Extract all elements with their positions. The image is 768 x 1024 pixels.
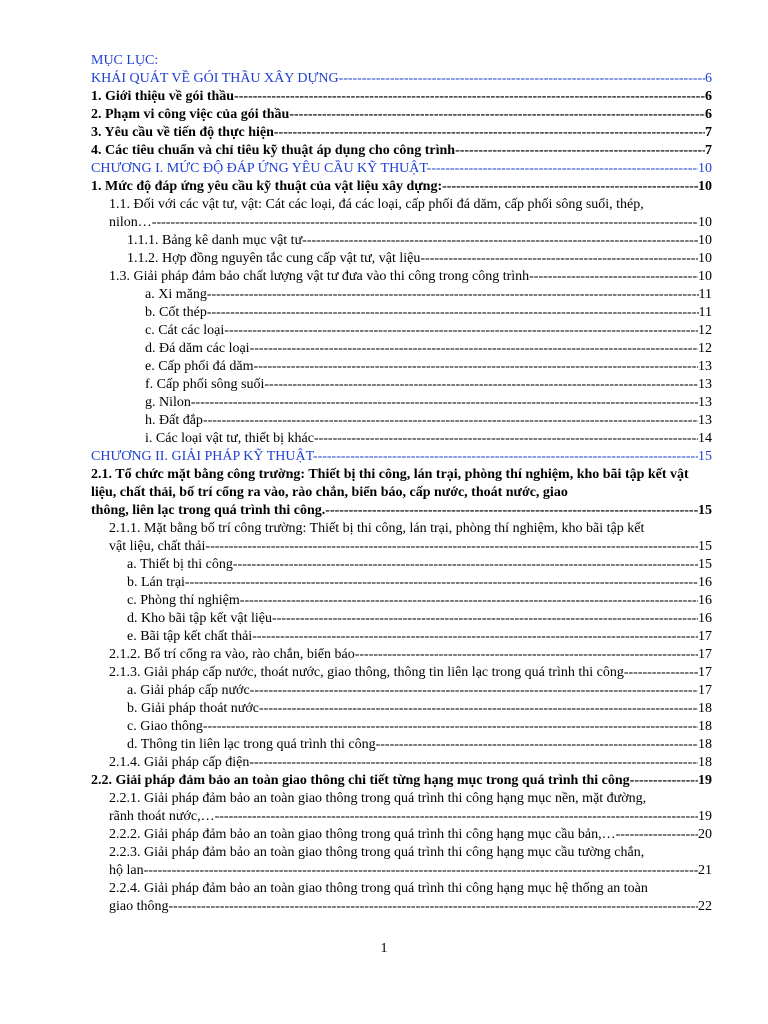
toc-entry[interactable] (91, 286, 712, 304)
toc-page-ref: 15 (698, 557, 712, 572)
toc-entry[interactable] (91, 70, 712, 88)
toc-entry[interactable] (91, 142, 712, 160)
toc-entry-text: b. Lán trại (127, 575, 185, 590)
toc-page-ref: 10 (698, 215, 712, 230)
table-of-contents (91, 52, 712, 916)
toc-entry-text: 1. Giới thiệu về gói thầu (91, 89, 235, 104)
toc-entry-text: 1.1.1. Bảng kê danh mục vật tư (127, 233, 303, 248)
toc-entry[interactable] (91, 88, 712, 106)
toc-entry-text: c. Giao thông (127, 719, 203, 734)
toc-entry-text: a. Giải pháp cấp nước (127, 683, 250, 698)
toc-entry[interactable] (91, 520, 712, 556)
toc-entry[interactable] (91, 304, 712, 322)
toc-page-ref: 7 (705, 125, 712, 140)
toc-title: MỤC LỤC: (91, 53, 159, 68)
toc-entry[interactable] (91, 448, 712, 466)
toc-page-ref: 18 (698, 701, 712, 716)
toc-entry[interactable] (91, 340, 712, 358)
toc-page-ref: 13 (698, 395, 712, 410)
toc-entry[interactable] (91, 358, 712, 376)
toc-entry-text: 2.2.2. Giải pháp đảm bảo an toàn giao thông trong quá trình thi công hạng mục cầu bản,… (109, 827, 616, 842)
toc-page-ref: 13 (698, 413, 712, 428)
toc-entry-text: CHƯƠNG II. GIẢI PHÁP KỸ THUẬT (91, 449, 313, 464)
toc-entry-text: d. Kho bãi tập kết vật liệu (127, 611, 273, 626)
toc-page-ref: 10 (698, 161, 712, 176)
toc-entry-text: 2.2.4. Giải pháp đảm bảo an toàn giao thông trong quá trình thi công hạng mục hệ thống an toàn (109, 881, 648, 896)
toc-entry-text: 3. Yêu cầu về tiến độ thực hiện (91, 125, 274, 140)
toc-page-ref: 19 (698, 809, 712, 824)
toc-entry-text: 1. Mức độ đáp ứng yêu cầu kỹ thuật của vật liệu xây dựng: (91, 179, 443, 194)
toc-entry-text: 2.1.1. Mặt bằng bố trí công trường: Thiết bị thi công, lán trại, phòng thí nghiệm, kho bãi tập kết (109, 521, 645, 536)
toc-page-ref: 12 (698, 323, 712, 338)
toc-entry-text: h. Đất đắp (145, 413, 203, 428)
toc-entry[interactable] (91, 592, 712, 610)
toc-entry[interactable] (91, 322, 712, 340)
toc-page-ref: 15 (698, 539, 712, 554)
toc-entry-text: 1.3. Giải pháp đảm bảo chất lượng vật tư đưa vào thi công trong công trình (109, 269, 530, 284)
toc-entry-text: c. Cát các loại (145, 323, 225, 338)
toc-entry-text: 4. Các tiêu chuẩn và chỉ tiêu kỹ thuật áp dụng cho công trình (91, 143, 456, 158)
toc-entry-text-cont: hộ lan (109, 863, 144, 878)
toc-entry-text: 2.1.3. Giải pháp cấp nước, thoát nước, giao thông, thông tin liên lạc trong quá trình thi công (109, 665, 624, 680)
toc-entry[interactable] (91, 178, 712, 196)
toc-entry[interactable] (91, 466, 712, 520)
toc-page-ref: 14 (698, 431, 712, 446)
toc-entry[interactable] (91, 232, 712, 250)
toc-page-ref: 18 (698, 755, 712, 770)
toc-entry-text-cont: giao thông (109, 899, 169, 914)
toc-page-ref: 18 (698, 719, 712, 734)
toc-entry-text: 2.1.2. Bố trí cổng ra vào, rào chắn, biển báo (109, 647, 355, 662)
toc-entry-text: 1.1.2. Hợp đồng nguyên tắc cung cấp vật tư, vật liệu (127, 251, 421, 266)
toc-entry[interactable] (91, 736, 712, 754)
toc-entry[interactable] (91, 880, 712, 916)
toc-page-ref: 22 (698, 899, 712, 914)
toc-entry[interactable] (91, 700, 712, 718)
toc-page-ref: 16 (698, 611, 712, 626)
toc-page-ref: 16 (698, 575, 712, 590)
toc-page-ref: 15 (698, 503, 712, 518)
toc-entry[interactable] (91, 826, 712, 844)
toc-entry[interactable] (91, 628, 712, 646)
toc-entry[interactable] (91, 106, 712, 124)
toc-entry[interactable] (91, 646, 712, 664)
toc-entry-text-cont: vật liệu, chất thải (109, 539, 206, 554)
toc-entry[interactable] (91, 556, 712, 574)
toc-entry[interactable] (91, 754, 712, 772)
page-number: 1 (380, 941, 388, 956)
toc-entry[interactable] (91, 268, 712, 286)
toc-page-ref: 10 (698, 179, 712, 194)
toc-entry-text: b. Giải pháp thoát nước (127, 701, 260, 716)
toc-entry[interactable] (91, 574, 712, 592)
toc-entry[interactable] (91, 196, 712, 232)
toc-entry-text: f. Cấp phối sông suối (145, 377, 265, 392)
toc-entry[interactable] (91, 772, 712, 790)
toc-entry[interactable] (91, 376, 712, 394)
toc-entry-text: CHƯƠNG I. MỨC ĐỘ ĐÁP ỨNG YÊU CẦU KỸ THUẬT (91, 161, 427, 176)
toc-page-ref: 11 (698, 305, 712, 320)
toc-entry-text-cont: nilon… (109, 215, 152, 230)
toc-entry-text: d. Đá dăm các loại (145, 341, 250, 356)
toc-entry-text: 2.2.1. Giải pháp đảm bảo an toàn giao thông trong quá trình thi công hạng mục nền, mặt đường, (109, 791, 647, 806)
toc-entry-text: d. Thông tin liên lạc trong quá trình thi công (127, 737, 376, 752)
toc-entry[interactable] (91, 412, 712, 430)
toc-entry-text: c. Phòng thí nghiệm (127, 593, 240, 608)
toc-page-ref: 6 (705, 89, 712, 104)
toc-entry-text: KHÁI QUÁT VỀ GÓI THẦU XÂY DỰNG (91, 71, 339, 86)
toc-entry-text: i. Các loại vật tư, thiết bị khác (145, 431, 314, 446)
toc-page-ref: 13 (698, 359, 712, 374)
toc-entry-text: g. Nilon (145, 395, 191, 410)
toc-entry-text: a. Thiết bị thi công (127, 557, 233, 572)
toc-entry-text: 2. Phạm vi công việc của gói thầu (91, 107, 290, 122)
toc-entry-text-cont: rãnh thoát nước,… (109, 809, 215, 824)
toc-entry-text: 1.1. Đối với các vật tư, vật: Cát các loại, đá các loại, cấp phối đá dăm, cấp phối sông suối, thép, (109, 197, 644, 212)
toc-entry[interactable] (91, 124, 712, 142)
toc-entry[interactable] (91, 664, 712, 682)
toc-page-ref: 12 (698, 341, 712, 356)
toc-entry[interactable] (91, 682, 712, 700)
toc-page-ref: 15 (698, 449, 712, 464)
toc-entry-text: 2.2.3. Giải pháp đảm bảo an toàn giao thông trong quá trình thi công hạng mục cầu tường chắn, (109, 845, 645, 860)
toc-page-ref: 11 (698, 287, 712, 302)
toc-page-ref: 16 (698, 593, 712, 608)
toc-entry-text: b. Cốt thép (145, 305, 207, 320)
toc-page-ref: 19 (698, 773, 712, 788)
toc-page-ref: 6 (705, 107, 712, 122)
toc-page-ref: 10 (698, 269, 712, 284)
toc-page-ref: 10 (698, 233, 712, 248)
toc-entry-text: e. Cấp phối đá dăm (145, 359, 254, 374)
toc-page-ref: 17 (698, 683, 712, 698)
toc-entry[interactable] (91, 430, 712, 448)
toc-page-ref: 13 (698, 377, 712, 392)
toc-entry[interactable] (91, 250, 712, 268)
toc-entry-text: e. Bãi tập kết chất thải (127, 629, 253, 644)
toc-page-ref: 7 (705, 143, 712, 158)
toc-page-ref: 10 (698, 251, 712, 266)
toc-page-ref: 17 (698, 665, 712, 680)
toc-page-ref: 20 (698, 827, 712, 842)
toc-entry-text: 2.1.4. Giải pháp cấp điện (109, 755, 250, 770)
toc-entry[interactable] (91, 718, 712, 736)
toc-entry-text: 2.1. Tổ chức mặt bằng công trường: Thiết bị thi công, lán trại, phòng thí nghiệm, kho bãi tập kết vật liệu, chất thải, bố trí cổng ra vào, rào chắn, biển báo, cấp nước, thoát nước, giao (91, 467, 689, 500)
toc-page-ref: 6 (705, 71, 712, 86)
toc-page-ref: 18 (698, 737, 712, 752)
toc-entry[interactable] (91, 790, 712, 826)
toc-entry-text-cont: thông, liên lạc trong quá trình thi công. (91, 503, 326, 518)
toc-entry[interactable] (91, 610, 712, 628)
toc-entry[interactable] (91, 160, 712, 178)
toc-page-ref: 17 (698, 647, 712, 662)
toc-entry[interactable] (91, 394, 712, 412)
toc-entry-text: 2.2. Giải pháp đảm bảo an toàn giao thông chi tiết từng hạng mục trong quá trình thi công (91, 773, 630, 788)
toc-page-ref: 17 (698, 629, 712, 644)
toc-entry-text: a. Xi măng (145, 287, 207, 302)
toc-entry[interactable] (91, 844, 712, 880)
toc-page-ref: 21 (698, 863, 712, 878)
